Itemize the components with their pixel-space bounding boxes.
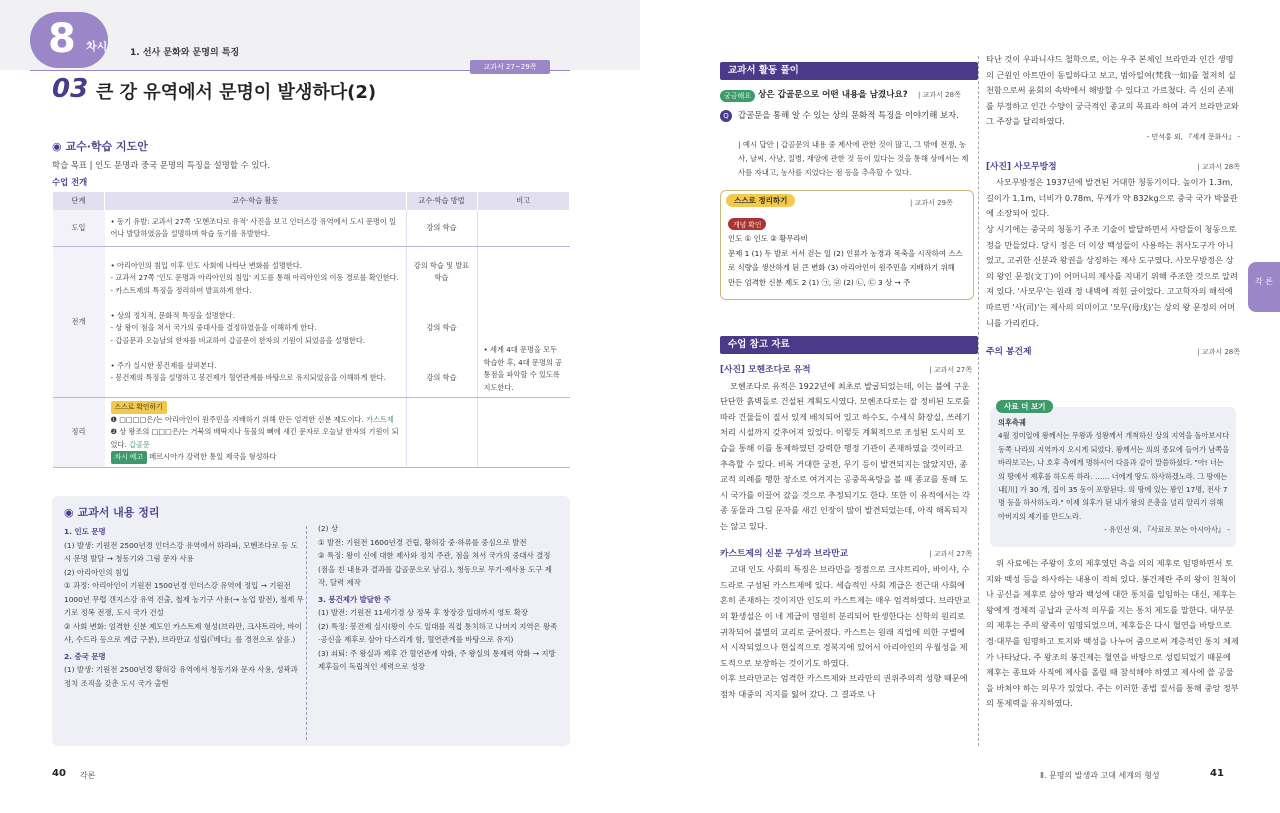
cell-method: 강의 학습 [406,210,477,247]
self-summary-label: 스스로 정리하기 [726,194,795,207]
question-number: Q [720,110,732,122]
topic-header [720,363,972,379]
summary-item: (1) 발생: 기원전 2500년경 인더스강 유역에서 하라파, 모헨조다로 등 도시 문명 발달 → 청동기와 그림 문자 사용 [64,540,298,563]
flow-heading: 수업 전개 [52,177,88,187]
cell-stage: 도입 [53,210,105,247]
question-title: 상은 갑골문으로 어떤 내용을 남겼나요? [758,90,908,100]
summary-item: (2) 특징: 봉건제 실시(왕이 수도 일대를 직접 통치하고 나머지 지역은 왕족·공신을 제후로 삼아 다스리게 함, 혈연관계를 바탕으로 유지) [318,621,558,644]
summary-item: ① 발전: 기원전 1600년경 건립, 황허강 중·하류를 중심으로 발전 [318,537,527,547]
topic-header [986,160,1240,176]
summary-item: (3) 쇠퇴: 주 왕실과 제후 간 혈연관계 약화, 주 왕실의 통제력 약화 → 지방 제후들이 독립적인 세력으로 성장 [318,648,556,671]
topic-text: 모헨조다로 유적은 1922년에 최초로 발굴되었는데, 이는 불에 구운 단단한 흙벽돌로 건설된 계획도시였다. 모헨조다로는 잘 정비된 도로를 따라 건물들이 질서 있게 배치되어 있고 하수도, 수세식 화장실, 쓰레기 처리 시설까지 갖추어져 있었다. 이렇듯 계획적으로 조성된 도시의 모습을 통해 이를 통제하였던 강력한 행정 기관이 존재하였을 것이라고 추측할 수 있다. 비록 거대한 궁전, 무기 등이 발견되지는 않았지만, 종교적 의례를 행한 장소로 여겨지는 공중목욕탕을 볼 때 종교를 통해 도시 국가를 이끌어 갔을 것으로 추정되기도 한다. 또한 이 유적에서는 각종 동물과 그림 문자를 새긴 인장이 많이 발견되었는데, 아직 해독되지는 않고 있다. [720,380,971,531]
learning-goal: 학습 목표 | 인도 문명과 중국 문명의 특징을 설명할 수 있다. [52,160,271,170]
th-note: 비고 [477,192,570,210]
topic-title: 카스트제의 신분 구성과 브라만교 [720,548,849,559]
activity-heading: 교과서 활동 풀이 [720,62,978,80]
topic-text: 고대 인도 사회의 특징은 브라만을 정점으로 크샤트리아, 바이샤, 수드라로 구성된 카스트제에 있다. 세습적인 사회 계급은 전근대 사회에 흔히 존재하는 것이지만 인도의 카스트제는 매우 엄격하였다. 브라만교의 환생설은 이 네 계급이 영원히 분리되어 탄생한다는 신학의 원리로 귀착되어 불멸의 교리로 굳어졌다. 카스트는 원래 직업에 의한 구별에서 시작되었으나 현실적으로 경복지에 있어서 아리아인의 우월성을 제도적으로 보장하는 것이기도 하였다. 이후 브라만교는 엄격한 카스트제와 브라만의 권위주의적 성향 때문에 점차 대중의 지지를 잃어 갔다. 그 결과로 나 [720,564,971,699]
title-number: 03 [52,74,89,104]
check-answer-2: 갑골문 [128,439,150,449]
page-section-left: 각론 [80,771,96,780]
topic-ref: | 교과서 28쪽 [1197,162,1240,171]
summary-item: (1) 발전: 기원전 11세기경 상 정복 후 창장강 일대까지 영토 확장 [318,608,529,617]
topic-ref: | 교과서 28쪽 [1197,348,1240,357]
th-stage: 단계 [53,192,105,210]
guide-heading-text: 교수·학습 지도안 [65,140,148,153]
summary-item: (2) 아리아인의 침입 [64,567,130,577]
summary-item: ② 사회 변화: 엄격한 신분 제도인 카스트제 형성(브라만, 크샤트리아, 바이샤, 수드라 등으로 계급 구분), 브라만교 성립(『베다』를 경전으로 삼음.) [64,621,302,644]
topic-text: 위 사료에는 주왕이 호의 제후였던 측을 의의 제후로 임명하면서 토지와 백성 등을 하사하는 내용이 적혀 있다. 봉건제란 주의 왕이 친척이나 공신을 제후로 삼아 땅과 백성에 대한 통치를 일임하는 대신, 제후는 왕에게 경제적 공납과 군사적 의무를 지는 통치 제도를 말한다. 대부분의 제후는 주의 왕족이 임명되었으며, 제후들은 다시 혈연을 바탕으로 경·대부를 임명하고 토지와 백성을 나누어 줌으로써 계층적인 통치 체제가 나타났다. 주 왕조의 봉건제는 혈연을 바탕으로 성립되었기 때문에 제후는 종묘와 사직에 제사를 올릴 때 참석해야 하였고 제사에 쓸 공물을 바쳐야 하는 의무가 있었다. 주는 이러한 종법 질서를 통해 중앙 정부의 통제력을 유지하였다. [986,558,1239,709]
source-body: 4월 정미일에 왕께서는 무왕과 성왕께서 개척하신 상의 지역을 돌아보시다 동쪽 나라의 지역까지 오시게 되었다. 왕께서는 의의 종묘에 들어가 남쪽을 바라보고는, 나 호후 측에게 명하시어 다음과 같이 말씀하셨다. "아! 너는 의 땅에서 제후를 하도록 하라. …… 너에게 땅도 하사하겠노라. 그 땅에는 내[川] 가 30 개, 집이 35 동이 포함된다. 의 땅에 있는 왕인 17명, 전사 7명 등을 하사하노라." 이제 의후가 된 내가 왕의 은총을 널리 알리기 위해 아버지의 제기를 만드노라. [998,431,1230,521]
summary-heading-text: 교과서 내용 정리 [77,506,160,519]
column-divider [978,56,979,746]
summary-divider [306,526,307,740]
side-tab[interactable]: 각 론 [1248,262,1280,312]
lesson-plan-table [52,192,570,468]
check-line-1: ❶ □□□□은/는 아리아인이 원주민을 지배하기 위해 만든 엄격한 신분 제도이다. [110,414,364,424]
source-tag: 사료 더 보기 [996,400,1053,413]
topic-ref: | 교과서 27쪽 [929,549,972,558]
lesson-number: 8 [48,16,76,62]
summary-item: ① 과정: 아리아인이 기원전 1500년경 인더스강 유역에 정입 → 기원전 1000년 무렵 갠지스강 유역 진출, 철제 농기구 사용(→ 농업 발전), 철제 무기로 정복 전쟁, 도시 국가 건설 [64,581,304,617]
summary-subheading: 2. 중국 문명 [64,651,106,661]
cell-note [477,210,570,247]
source-citation: - 민석홍 외, 『세계 문화사』 - [1146,132,1240,141]
next-preview-text: 페르시아가 강력한 통일 제국을 형성하다 [149,452,277,461]
summary-item: (1) 발생: 기원전 2500년경 황허강 유역에서 청동기와 문자 사용, 성곽과 정치 조직을 갖춘 도시 국가 출현 [64,665,298,688]
question-ref: | 교과서 28쪽 [918,91,961,99]
lesson-badge [30,12,108,68]
page-title: 큰 강 유역에서 문명이 발생하다(2) [96,82,377,103]
continued-text: 타난 것이 우파니샤드 철학으로, 이는 우주 본체인 브라만과 인간 생명의 근원인 아트만이 동일하다고 보고, 범아일여(梵我一如)를 철저히 실천함으로써 윤회의 속박에서 해방할 수 있다고 가르쳤다. 즉 신의 존재를 부정하고 인간 수양이 궁극적인 종교의 목표라 하여 과거 브라만교와 그 주장을 달리하였다. [986,54,1239,127]
lesson-subtitle: 1. 선사 문화와 문명의 특징 [130,48,240,58]
source-title: 의후측궤 [998,418,1026,427]
page-number-right: 41 [1210,768,1224,779]
page-section-right: Ⅱ. 문명의 발생과 고대 세계의 형성 [1040,771,1160,780]
cell-stage: 전개 [53,247,105,398]
reference-column-2 [986,52,1240,361]
cell-method [406,398,477,468]
topic-title: 주의 봉건제 [986,347,1032,358]
summary-column-1 [64,522,304,690]
summary-line: 문제 1 (1) 두 발로 서서 걷는 일 (2) 인류가 농경과 목축을 시작하여 스스로 식량을 생산하게 된 큰 변화 (3) 아리아인이 원주민을 지배하기 위해 만든 엄격한 신분 제도 2 (1) ㉠, ㉣ (2) ㉡, ㉢ 3 상 → 주 [728,248,963,287]
summary-subheading: 1. 인도 문명 [64,527,106,536]
sample-answer: | 예시 답안 | 갑골문의 내용 중 제사에 관한 것이 많고, 그 밖에 전쟁, 농사, 날씨, 사냥, 질병, 재앙에 관한 것 등이 있다는 것을 통해 상에서는 제사를 자내고, 농사를 지었다는 점 등을 추측할 수 있다. [738,140,969,177]
question-tag: 궁금해요 [720,90,755,102]
topic-header [986,345,1240,361]
guide-heading: ◉ 교수·학습 지도안 [52,140,148,153]
summary-line: 인도 ① 인도 ② 황무라비 [728,234,808,243]
title-rule [30,70,570,71]
summary-item: ② 특징: 왕이 신에 대한 제사와 정치 주관, 점을 쳐서 국가의 중대사 결정(점을 친 내용과 결과를 갑골문으로 남김.), 청동으로 무기·제사용 도구 제작, 달력 제작 [318,551,552,587]
cell-activity: • 아리아인의 침입 이후 인도 사회에 나타난 변화를 설명한다. - 교과서 27쪽 '인도 문명과 아리아인의 침입' 지도를 통해 아리아인의 이동 경로를 확인한다. - 카스트제의 특징을 정리하여 발표하게 한다. • 상의 정치적, 문화적 특징을 설명한다. - 상 왕이 점을 쳐서 국가의 중대사를 결정하였음을 이해하게 한다. - 갑골문과 오늘날의 한자를 비교하여 갑골문이 한자의 기원이 되었음을 설명한다. • 주가 실시한 봉건제를 살펴본다. - 봉건제의 특징을 설명하고 봉건제가 혈연관계를 바탕으로 유지되었음을 이해하게 한다. [105,247,407,398]
topic-title: [사진] 모헨조다로 유적 [720,365,811,375]
table-row [53,247,570,398]
concept-check-pill: 개념 확인 [728,218,766,230]
self-summary-text [728,232,964,290]
self-summary-ref: | 교과서 29쪽 [910,199,953,207]
table-row [53,210,570,247]
cell-stage: 정리 [53,398,105,468]
reference-column-1 [720,363,972,702]
check-answer-1: 카스트제 [366,414,394,424]
cell-note: • 세계 4대 문명을 모두 학습한 후, 4대 문명의 공통점을 파악할 수 있도록 지도한다. [477,247,570,398]
th-activity: 교수·학습 활동 [105,192,407,210]
question-text: 갑골문을 통해 알 수 있는 상의 문화적 특징을 이야기해 보자. [738,110,959,120]
topic-header [720,547,972,563]
feudal-explanation [986,556,1240,712]
summary-column-2 [318,522,558,674]
summary-subheading: 3. 봉건제가 발달한 주 [318,594,391,604]
cell-method: 강의 학습 및 발표 학습 강의 학습 강의 학습 [406,247,477,398]
cell-activity [105,398,407,468]
pages-tag: 교과서 27~29쪽 [470,60,550,74]
th-method: 교수·학습 방법 [406,192,477,210]
summary-item: (2) 상 [318,524,338,533]
page-number-left: 40 [52,768,66,779]
self-check-tag: 스스로 확인하기 [111,401,167,414]
cell-note [477,398,570,468]
topic-text: 사모무방정은 1937년에 발견된 거대한 청동기이다. 높이가 1.3m, 길이가 1.1m, 너비가 0.78m, 무게가 약 832kg으로 중국 국가 박물관에 소장되어 있다. 상 시기에는 중국의 청동기 주조 기술이 발달하면서 사람들이 청동으로 정을 만들었다. 당시 정은 더 이상 백성들이 사용하는 취사도구가 아니었고, 고귀한 신분과 왕권을 상징하는 제사 도구였다. 사모무방정은 상의 왕인 문정(文丁)이 어머니의 제사를 지내기 위해 주조한 것으로 알려져 있다. '사모무'는 원래 정 내벽에 적힌 글이었다. 고고학자의 해석에 따르면 '사(司)'는 제사의 의미이고 '모무(母戊)'는 상의 왕 문정의 어머니를 가리킨다. [986,177,1238,328]
cell-activity: • 동기 유발: 교과서 27쪽 '모헨조다로 유적' 사진을 보고 인더스강 유역에서 도시 문명이 일어나 발달하였음을 설명하며 학습 동기를 유발한다. [105,210,407,247]
source-citation: - 유인선 외, 『사료로 보는 아시아사』 - [1104,525,1230,535]
source-text [998,416,1230,537]
table-row [53,398,570,468]
topic-title: [사진] 사모무방정 [986,161,1057,172]
topic-ref: | 교과서 27쪽 [929,366,972,374]
next-preview-tag: 차시 예고 [111,451,147,464]
check-line-2: ❷ 상 왕조의 □□□은/는 거북의 배딱지나 동물의 뼈에 새긴 문자로 오늘날 한자의 기원이 되었다. [110,427,399,449]
lesson-label: 차시 [86,40,108,53]
summary-heading: ◉ 교과서 내용 정리 [64,506,160,519]
reference-heading: 수업 참고 자료 [720,336,978,354]
